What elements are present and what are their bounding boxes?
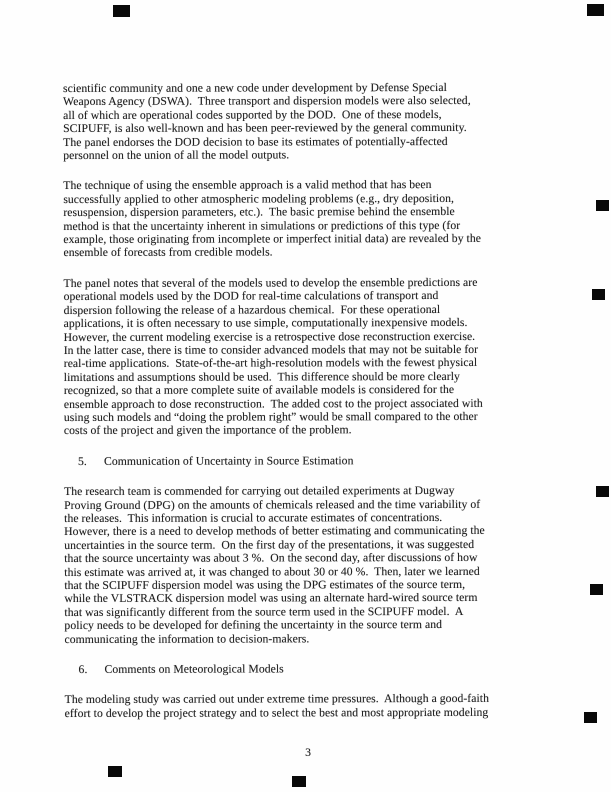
text-line: method is that the uncertainty inherent in simulations or predictions of this type (for xyxy=(63,218,461,233)
text-line: The panel endorses the DOD decision to base its estimates of potentially-affected xyxy=(63,134,448,149)
page-number: 3 xyxy=(305,746,311,759)
document-content xyxy=(63,81,565,738)
text-line: operational models used by the DOD for real-time calculations of transport and xyxy=(63,289,439,304)
paragraph xyxy=(63,81,563,163)
text-line: The research team is commended for carrying out detailed experiments at Dugway xyxy=(64,484,455,499)
text-line: using such models and “doing the problem right” would be small compared to the other xyxy=(63,409,478,424)
text-line: resuspension, dispersion parameters, etc.). The basic premise behind the ensemble xyxy=(63,205,455,220)
paragraph xyxy=(63,178,563,260)
scan-mark xyxy=(292,776,306,787)
text-line: uncertainties in the source term. On the first day of the presentations, it was suggested xyxy=(64,537,475,552)
text-line: this estimate was arrived at, it was changed to about 30 or 40 %. Then, later we learned xyxy=(64,564,480,579)
text-line: personnel on the union of all the model outputs. xyxy=(63,148,290,163)
scan-mark xyxy=(592,289,605,300)
scan-mark xyxy=(113,5,130,17)
text-line: SCIPUFF, is also well-known and has been peer-reviewed by the general community. xyxy=(63,121,467,136)
text-line: In the latter case, there is time to consider advanced models that may not be suitable for xyxy=(63,342,479,357)
text-line: scientific community and one a new code under development by Defense Special xyxy=(63,80,447,95)
text-line: Proving Ground (DPG) on the amounts of chemicals released and the time variability of xyxy=(64,497,481,512)
section-heading xyxy=(65,662,565,677)
text-line: the releases. This information is crucial to accurate estimates of concentrations. xyxy=(64,510,443,525)
text-line: all of which are operational codes supported by the DOD. One of these models, xyxy=(63,107,442,122)
section-number: 6. xyxy=(78,662,88,676)
text-line: communicating the information to decision-makers. xyxy=(64,631,310,646)
section-number: 5. xyxy=(77,454,87,468)
section-title: Communication of Uncertainty in Source Estimation xyxy=(103,453,354,468)
scan-mark xyxy=(587,4,604,16)
scan-mark xyxy=(584,712,597,723)
section-title: Comments on Meteorological Models xyxy=(104,662,284,676)
text-line: ensemble of forecasts from credible models. xyxy=(63,245,273,260)
scan-mark xyxy=(596,200,609,211)
text-line: recognized, so that a more complete suite of available models is considered for the xyxy=(63,383,455,398)
text-line: ensemble approach to dose reconstruction. The added cost to the project associated with xyxy=(63,396,483,411)
text-line: while the VLSTRACK dispersion model was using an alternate hard-wired source term xyxy=(64,591,478,606)
scan-mark xyxy=(590,584,603,595)
text-line: limitations and assumptions should be used. This difference should be more clearly xyxy=(63,369,460,384)
text-line: applications, it is often necessary to use simple, computationally inexpensive models. xyxy=(63,316,468,331)
text-line: that was significantly different from the source term used in the SCIPUFF model. A xyxy=(64,604,464,619)
text-line: Weapons Agency (DSWA). Three transport and dispersion models were also selected, xyxy=(63,94,471,109)
text-line: that the SCIPUFF dispersion model was using the DPG estimates of the source term, xyxy=(64,577,466,592)
paragraph xyxy=(65,692,565,720)
text-line: dispersion following the release of a hazardous chemical. For these operational xyxy=(63,302,441,317)
text-line: example, those originating from incomplete or imperfect initial data) are revealed by the xyxy=(63,231,482,247)
text-line: costs of the project and given the importance of the problem. xyxy=(63,423,352,438)
scan-mark xyxy=(108,766,122,777)
text-line: that the source uncertainty was about 3 %. On the second day, after discussions of how xyxy=(64,551,478,566)
text-line: The panel notes that several of the models used to develop the ensemble predictions are xyxy=(63,275,478,290)
text-line: The modeling study was carried out under extreme time pressures. Although a good-faith xyxy=(64,692,489,707)
paragraph xyxy=(64,484,564,646)
text-line: effort to develop the project strategy and to select the best and most appropriate modeling xyxy=(64,705,489,720)
text-line: real-time applications. State-of-the-art high-resolution models with the fewest physical xyxy=(63,356,478,371)
text-line: successfully applied to other atmospheric modeling problems (e.g., dry deposition, xyxy=(63,191,455,206)
text-line: However, there is a need to develop methods of better estimating and communicating the xyxy=(64,524,485,539)
section-heading xyxy=(64,453,564,468)
paragraph xyxy=(64,276,564,438)
scan-mark xyxy=(596,486,609,497)
text-line: policy needs to be developed for defining the uncertainty in the source term and xyxy=(64,618,443,633)
text-line: However, the current modeling exercise is a retrospective dose reconstruction exercise. xyxy=(63,329,476,344)
text-line: The technique of using the ensemble approach is a valid method that has been xyxy=(63,178,432,193)
